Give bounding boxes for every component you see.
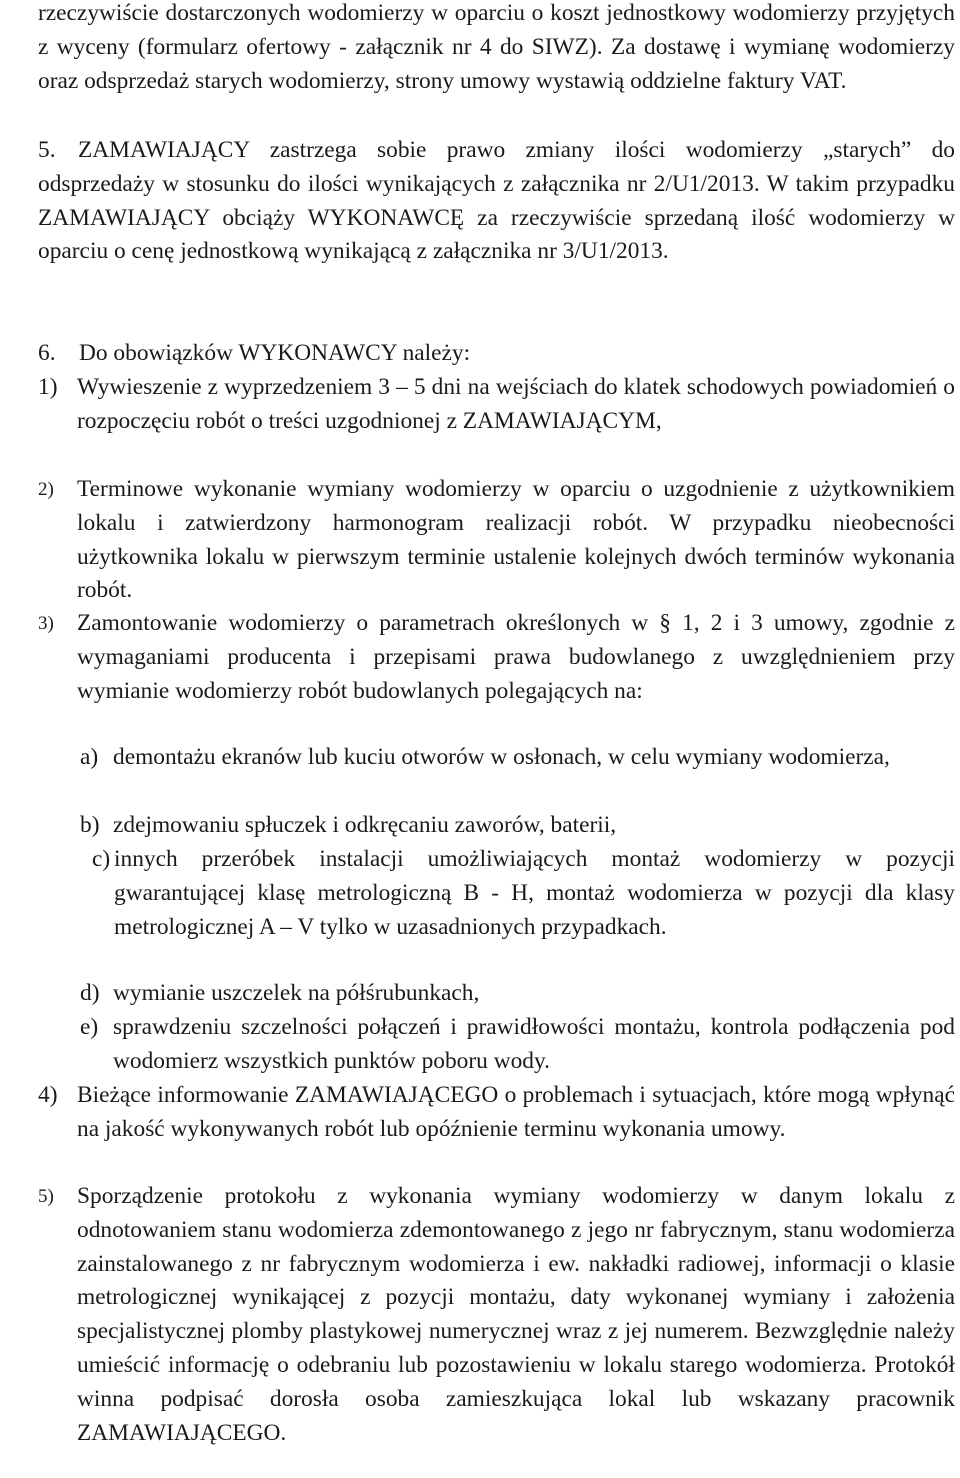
paragraph-6-number: 6.	[38, 340, 56, 366]
subitem-b-label: b)	[80, 812, 100, 838]
subitem-e-label: e)	[80, 1014, 99, 1040]
obligation-item-5-label: 5)	[38, 1186, 54, 1207]
subitem-e	[80, 1011, 955, 1079]
subitem-d-label: d)	[80, 980, 100, 1006]
obligation-item-3-text: Zamontowanie wodomierzy o parametrach określonych w § 1, 2 i 3 umowy, zgodnie z wymaganiami producenta i przepisami prawa budowlanego z uwzględnieniem przy wymianie wodomierzy robót budowlanych polegających na:	[77, 610, 955, 704]
paragraph-6-text: Do obowiązków WYKONAWCY należy:	[79, 340, 471, 366]
obligation-item-2	[38, 473, 955, 608]
obligation-item-3	[38, 607, 955, 708]
obligation-item-2-label: 2)	[38, 479, 54, 500]
subitem-b-text: zdejmowaniu spłuczek i odkręcaniu zaworów, baterii,	[113, 812, 617, 838]
obligation-item-3-label: 3)	[38, 613, 54, 634]
obligation-item-5-text: Sporządzenie protokołu z wykonania wymiany wodomierzy w danym lokalu z odnotowaniem stanu wodomierza zdemontowanego z jego nr fabrycznym, stanu wodomierza zainstalowanego z nr fabrycznym wodomierza i ew. nakładki radiowej, informacji o klasie metrologicznej wynikającej z pozycji montażu, daty wykonanej wymiany i założenia specjalistycznej plomby plastykowej numerycznej wraz z jej numerem. Bezwzględnie należy umieścić informację o odebraniu lub pozostawieniu w lokalu starego wodomierza. Protokół winna podpisać dorosła osoba zamieszkująca lokal lub wskazany pracownik ZAMAWIAJĄCEGO.	[77, 1183, 955, 1446]
subitem-b	[80, 809, 955, 843]
obligation-item-4-text: Bieżące informowanie ZAMAWIAJĄCEGO o problemach i sytuacjach, które mogą wpłynąć na jakość wykonywanych robót lub opóźnienie terminu wykonania umowy.	[77, 1082, 955, 1142]
obligation-item-4-label: 4)	[38, 1082, 58, 1108]
obligation-item-1-text: Wywieszenie z wyprzedzeniem 3 – 5 dni na wejściach do klatek schodowych powiadomień o rozpoczęciu robót o treści uzgodnionej z ZAMAWIAJĄCYM,	[77, 374, 955, 434]
subitem-c-label: c)	[92, 846, 111, 872]
subitem-d-text: wymianie uszczelek na półśrubunkach,	[113, 980, 480, 1006]
intro-paragraph: rzeczywiście dostarczonych wodomierzy w oparciu o koszt jednostkowy wodomierzy przyjętych z wyceny (formularz ofertowy - załącznik nr 4 do SIWZ). Za dostawę i wymianę wodomierzy oraz odsprzedaż starych wodomierzy, strony umowy wystawią oddzielne faktury VAT.	[38, 0, 955, 94]
obligation-item-5	[38, 1180, 955, 1450]
subitem-e-text: sprawdzeniu szczelności połączeń i prawidłowości montażu, kontrola podłączenia pod wodomierz wszystkich punktów poboru wody.	[113, 1014, 955, 1074]
obligation-item-2-text: Terminowe wykonanie wymiany wodomierzy w oparciu o uzgodnienie z użytkownikiem lokalu i zatwierdzony harmonogram realizacji robót. W przypadku nieobecności użytkownika lokalu w pierwszym terminie ustalenie kolejnych dwóch terminów wykonania robót.	[77, 476, 955, 604]
subitem-c-text: innych przeróbek instalacji umożliwiających montaż wodomierzy w pozycji gwarantującej klasę metrologiczną B - H, montaż wodomierza w pozycji dla klasy metrologicznej A – V tylko w uzasadnionych przypadkach.	[114, 846, 955, 940]
paragraph-6-heading	[38, 337, 955, 371]
paragraph-5	[38, 134, 955, 269]
obligation-item-1	[38, 371, 955, 439]
subitem-d	[80, 977, 955, 1011]
subitem-a-label: a)	[80, 744, 99, 770]
obligation-item-1-label: 1)	[38, 374, 58, 400]
paragraph-5-text: ZAMAWIAJĄCY zastrzega sobie prawo zmiany ilości wodomierzy „starych” do odsprzedaży w stosunku do ilości wynikających z załącznika nr 2/U1/2013. W takim przypadku ZAMAWIAJĄCY obciąży WYKONAWCĘ za rzeczywiście sprzedaną ilość wodomierzy w oparciu o cenę jednostkową wynikającą z załącznika nr 3/U1/2013.	[38, 137, 955, 265]
obligation-item-4	[38, 1079, 955, 1147]
subitem-a	[80, 741, 955, 775]
paragraph-5-number: 5.	[38, 137, 56, 163]
subitem-c	[92, 843, 955, 944]
subitem-a-text: demontażu ekranów lub kuciu otworów w osłonach, w celu wymiany wodomierza,	[113, 744, 890, 770]
